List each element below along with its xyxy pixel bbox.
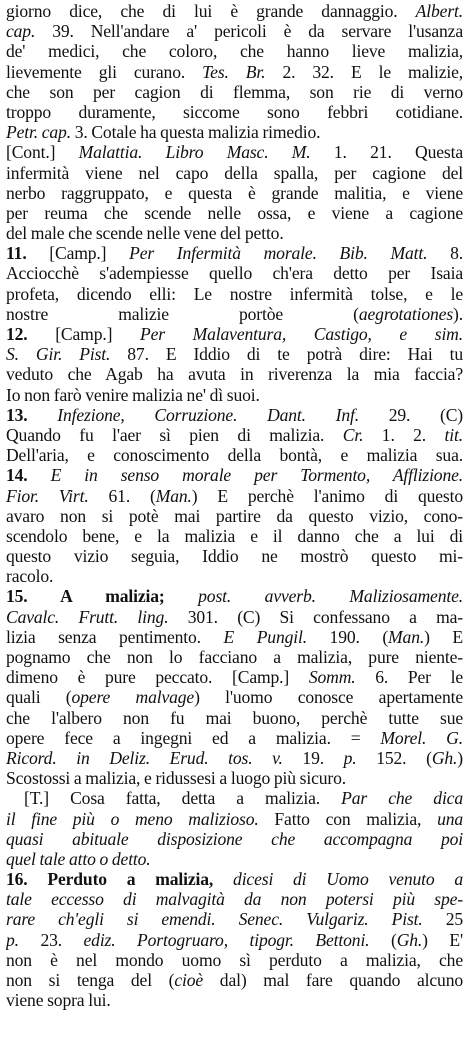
body-text: lizia senza pentimento.	[6, 626, 224, 647]
text-line	[6, 829, 463, 849]
text-line	[6, 385, 463, 405]
body-text: avaro non si potè mai partire da questo vizio, cono-	[6, 505, 463, 526]
text-line	[6, 728, 463, 748]
text-line	[6, 930, 463, 950]
text-line	[6, 849, 463, 869]
body-text: Scostossi a malizia, e ridussesi a luogo più sicuro.	[6, 768, 347, 789]
italic-text: quasi abituale disposizione che accompagna poi	[6, 828, 463, 849]
text-line	[6, 465, 463, 485]
body-text: 2. 32. E le malizie,	[265, 61, 463, 82]
text-line	[6, 284, 463, 304]
italic-text: post. avverb. Maliziosamente.	[198, 586, 463, 607]
italic-text: Somm.	[308, 667, 356, 688]
text-line	[6, 21, 463, 41]
body-text: Io non farò venire malizia ne' dì suoi.	[6, 384, 260, 405]
text-line	[6, 869, 463, 889]
entry-heading: 13.	[6, 404, 28, 425]
body-text: dal) mal fare quando alcuno	[203, 970, 463, 990]
text-line	[6, 788, 463, 808]
italic-text: Infezione, Corruzione. Dant. Inf.	[57, 404, 359, 425]
body-text: ) l'uomo conosce apertamente	[194, 687, 463, 708]
text-line	[6, 304, 463, 324]
body-text: profeta, dicendo elli: Le nostre infermità tolse, e le	[6, 283, 463, 304]
body-text: Quando fu l'aer sì pien di malizia.	[6, 424, 343, 445]
italic-text: aegrotationes	[358, 303, 454, 324]
text-line	[6, 889, 463, 909]
body-text: [Camp.]	[26, 243, 130, 264]
italic-text: S. Gir. Pist.	[6, 344, 111, 365]
italic-text: opere malvage	[71, 687, 195, 708]
italic-text: E Pungil.	[223, 626, 307, 647]
text-line	[6, 970, 463, 990]
text-line	[6, 586, 463, 606]
italic-text: Fior. Virt.	[6, 485, 89, 506]
italic-text: Albert.	[415, 1, 463, 21]
text-line	[6, 909, 463, 929]
text-line	[6, 506, 463, 526]
text-line	[6, 364, 463, 384]
italic-text: ediz. Portogruaro, tipogr. Bettoni.	[83, 929, 370, 950]
text-line	[6, 1, 463, 21]
body-text: del male che scende nelle vene del petto.	[6, 223, 284, 244]
body-text: racolo.	[6, 566, 54, 587]
entry-heading: 15. A malizia;	[6, 586, 165, 607]
body-text: 23.	[18, 929, 84, 950]
body-text: quali (	[6, 687, 72, 708]
entry-heading: 14.	[6, 465, 28, 486]
body-text: 6. Per le	[355, 667, 463, 688]
body-text: 1. 2.	[363, 424, 445, 445]
text-line	[6, 748, 463, 768]
italic-text: Petr. cap.	[6, 122, 71, 143]
text-line	[6, 223, 463, 243]
text-line	[6, 163, 463, 183]
italic-text: p.	[343, 747, 357, 768]
text-line	[6, 344, 463, 364]
body-text: 152. (	[356, 747, 432, 768]
italic-text: Per Malaventura, Castigo, e sim.	[140, 324, 463, 344]
entry-heading: 12.	[6, 324, 28, 344]
body-text: Acciocchè s'adempiesse quello ch'era detto per Isaia	[6, 263, 463, 284]
text-line	[6, 122, 463, 142]
body-text: Fatto con malizia,	[258, 808, 438, 829]
text-line	[6, 41, 463, 61]
text-line	[6, 203, 463, 223]
text-line	[6, 82, 463, 102]
body-text: 301. (C) Si confessano a ma-	[168, 606, 463, 627]
text-line	[6, 142, 463, 162]
entry-heading: 11.	[6, 243, 27, 264]
body-text: infermità viene nel capo della spalla, per cagione del	[6, 162, 463, 183]
text-line	[6, 607, 463, 627]
text-line	[6, 183, 463, 203]
text-line	[6, 445, 463, 465]
text-line	[6, 809, 463, 829]
italic-text: una	[437, 808, 463, 829]
body-text: non è nel mondo uomo sì perduto a malizia, che	[6, 949, 463, 970]
body-text: de' medici, che coloro, che hanno lieve malizia,	[6, 41, 463, 62]
italic-text: Tes. Br.	[202, 61, 266, 82]
body-text: 87. E Iddio di te potrà dire: Hai tu	[110, 344, 463, 365]
text-line	[6, 708, 463, 728]
body-text: 61. (	[88, 485, 156, 506]
body-text: 25	[422, 909, 463, 930]
body-text	[213, 869, 233, 889]
italic-text: quel tale atto o detto.	[6, 848, 151, 869]
text-line	[6, 627, 463, 647]
body-text: pognamo che non lo facciano a malizia, pure niente-	[6, 647, 463, 667]
body-text: ) E'	[422, 929, 463, 950]
body-text: troppo duramente, siccome sono febbri cotidiane.	[6, 101, 463, 122]
italic-text: E in senso morale per Tormento, Afflizione.	[50, 465, 463, 486]
body-text: non si tenga del (	[6, 970, 175, 990]
text-line	[6, 526, 463, 546]
italic-text: tit.	[444, 424, 463, 445]
body-text: )	[457, 747, 463, 768]
body-text: [Camp.]	[27, 324, 140, 344]
text-line	[6, 243, 463, 263]
text-line	[6, 546, 463, 566]
italic-text: p.	[6, 929, 19, 950]
body-text: per reuma che scende nelle ossa, e viene a cagione	[6, 202, 463, 223]
body-text: 19.	[282, 747, 344, 768]
body-text: scendolo bene, e la malizia e il danno che a lui di	[6, 525, 463, 546]
body-text: lievemente gli curano.	[6, 61, 203, 82]
body-text: nerbo raggruppato, e questa è grande malitia, e viene	[6, 182, 463, 203]
italic-text: Malattia. Libro Masc. M.	[78, 142, 311, 163]
entry-heading: 16. Perduto a malizia,	[6, 869, 214, 890]
body-text: che l'albero non fu mai buono, perchè tutte sue	[6, 707, 463, 728]
italic-text: Ricord. in Deliz. Erud. tos. v.	[6, 747, 283, 768]
italic-text: Cavalc. Frutt. ling.	[6, 606, 169, 627]
italic-text: Man.	[388, 626, 425, 647]
italic-text: cioè	[174, 970, 204, 990]
body-text: che son per cagion di flemma, son rie di verno	[6, 81, 463, 102]
body-text: nostre malizie portòe (	[6, 303, 359, 324]
body-text	[165, 586, 199, 606]
text-line	[6, 486, 463, 506]
text-line	[6, 687, 463, 707]
body-text: questo vizio seguia, Iddio ne mostrò questo mi-	[6, 546, 463, 567]
text-line	[6, 425, 463, 445]
text-line	[6, 950, 463, 970]
italic-text: dicesi di Uomo venuto a	[233, 869, 463, 890]
text-line	[6, 990, 463, 1010]
body-text	[28, 465, 51, 485]
body-text: 1. 21. Questa	[310, 142, 463, 163]
text-line	[6, 102, 463, 122]
body-text: 8.	[427, 243, 463, 264]
body-text: 39. Nell'andare a' pericoli è da servare l'usanza	[35, 21, 463, 42]
body-text	[28, 405, 58, 425]
text-line	[6, 62, 463, 82]
italic-text: Gh.	[396, 929, 423, 950]
body-text: ).	[453, 303, 463, 324]
body-text: 29. (C)	[358, 404, 463, 425]
body-text: opere fece a ingegni ed a malizia. =	[6, 727, 381, 748]
text-line	[6, 263, 463, 283]
body-text: 190. (	[306, 626, 389, 647]
body-text: giorno dice, che di lui è grande dannaggio.	[6, 1, 416, 21]
body-text: [Cont.]	[6, 142, 79, 163]
italic-text: Per Infermità morale. Bib. Matt.	[129, 243, 428, 264]
text-line	[6, 647, 463, 667]
body-text: ) E	[424, 626, 463, 647]
italic-text: Par che dica	[341, 788, 463, 809]
italic-text: Man.	[155, 485, 192, 506]
body-text: (	[369, 929, 397, 950]
italic-text: Morel. G.	[380, 727, 463, 748]
text-line	[6, 405, 463, 425]
text-line	[6, 566, 463, 586]
italic-text: Gh.	[431, 747, 458, 768]
italic-text: Cr.	[342, 424, 364, 445]
body-text: ) E perchè l'animo di questo	[191, 485, 463, 506]
italic-text: il fine più o meno malizioso.	[6, 808, 259, 829]
body-text: 3. Cotale ha questa malizia rimedio.	[70, 122, 321, 143]
italic-text: tale eccesso di malvagità da non potersi più spe-	[6, 889, 463, 910]
italic-text: rare ch'egli si emendi. Senec. Vulgariz. Pist.	[6, 909, 423, 930]
text-line	[6, 324, 463, 344]
body-text: viene sopra lui.	[6, 990, 111, 1011]
body-text: dimeno è pure peccato. [Camp.]	[6, 667, 309, 688]
body-text: veduto che Agab ha avuta in riverenza la mia faccia?	[6, 364, 463, 385]
body-text: Dell'aria, e conoscimento della bontà, e malizia sua.	[6, 445, 463, 466]
text-line	[6, 768, 463, 788]
body-text: [T.] Cosa fatta, detta a malizia.	[24, 788, 342, 809]
text-line	[6, 667, 463, 687]
italic-text: cap.	[6, 21, 36, 42]
